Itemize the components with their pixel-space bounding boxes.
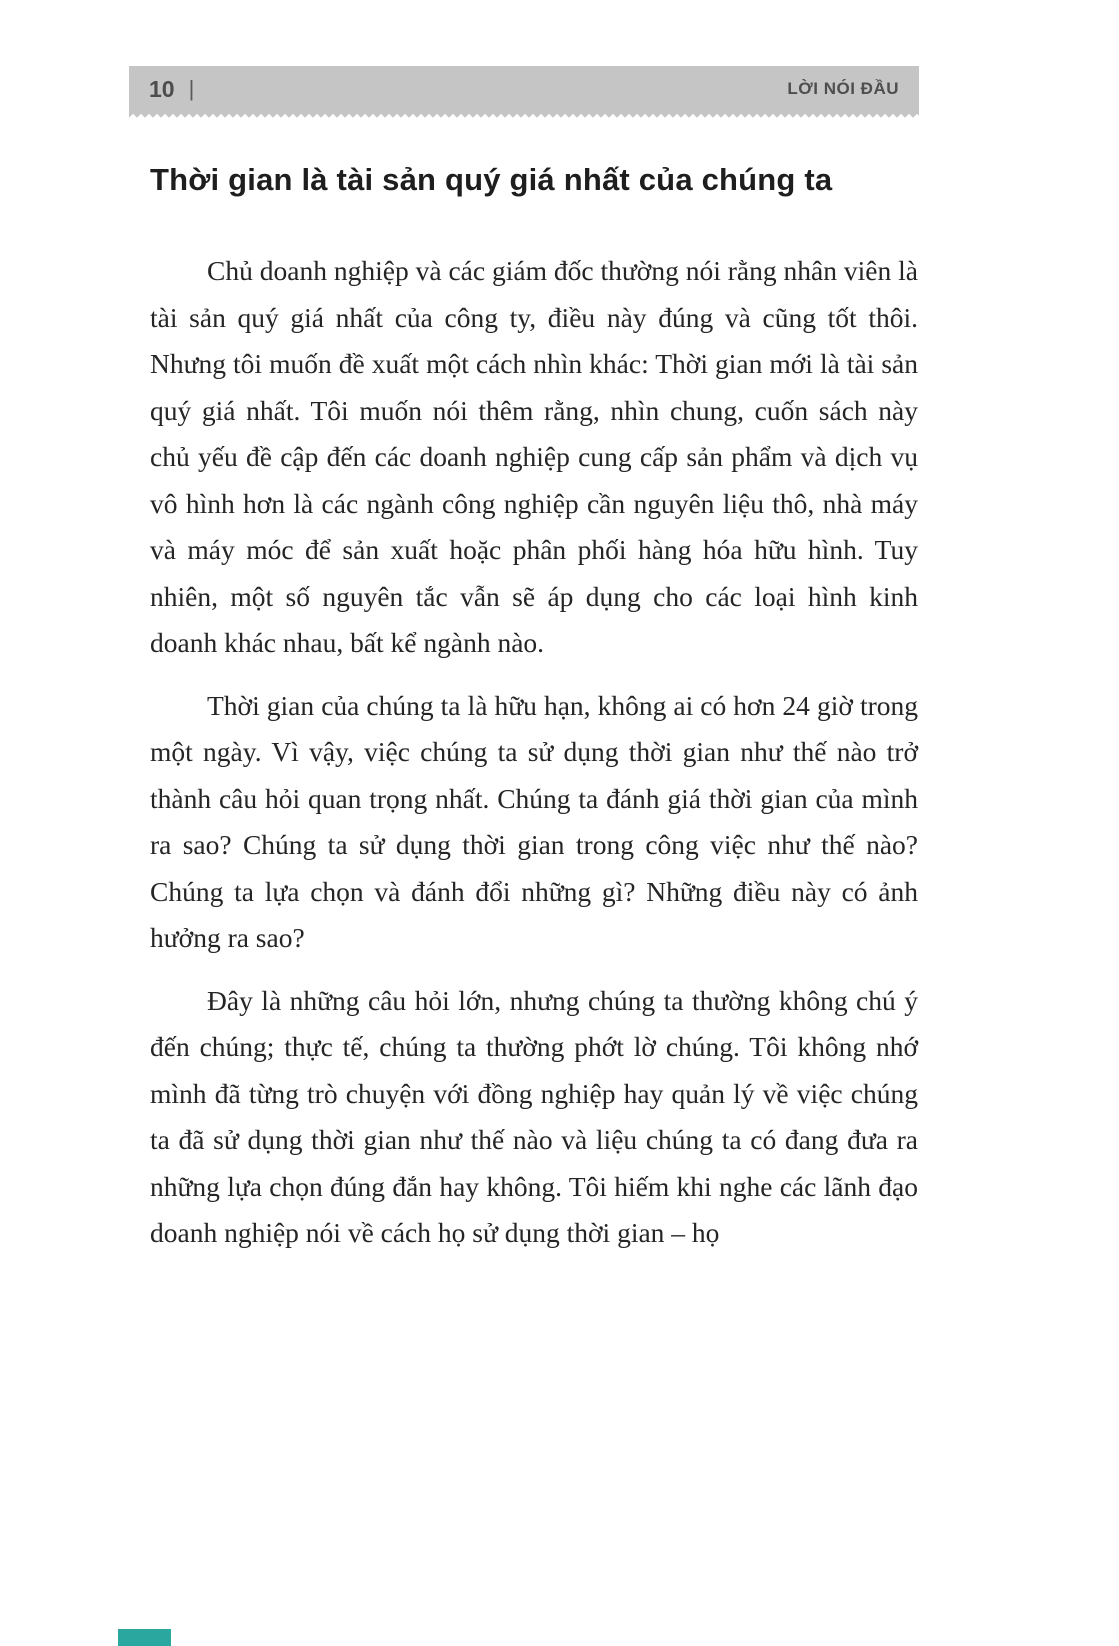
paragraph-1: Chủ doanh nghiệp và các giám đốc thường nói rằng nhân viên là tài sản quý giá nhất của công ty, điều này đúng và cũng tốt thôi. Nhưng tôi muốn đề xuất một cách nhìn khác: Thời gian mới là tài sản quý giá nhất. Tôi muốn nói thêm rằng, nhìn chung, cuốn sách này chủ yếu đề cập đến các doanh nghiệp cung cấp sản phẩm và dịch vụ vô hình hơn là các ngành công nghiệp cần nguyên liệu thô, nhà máy và máy móc để sản xuất hoặc phân phối hàng hóa hữu hình. Tuy nhiên, một số nguyên tắc vẫn sẽ áp dụng cho các loại hình kinh doanh khác nhau, bất kể ngành nào.: [150, 255, 918, 658]
page-number: 10: [149, 75, 175, 102]
paragraph-2: Thời gian của chúng ta là hữu hạn, không ai có hơn 24 giờ trong một ngày. Vì vậy, việc chúng ta sử dụng thời gian như thế nào trở thành câu hỏi quan trọng nhất. Chúng ta đánh giá thời gian của mình ra sao? Chúng ta sử dụng thời gian trong công việc như thế nào? Chúng ta lựa chọn và đánh đổi những gì? Những điều này có ảnh hưởng ra sao?: [150, 689, 918, 953]
running-header: [129, 66, 919, 112]
chapter-title: LỜI NÓI ĐẦU: [787, 79, 899, 98]
section-heading: Thời gian là tài sản quý giá nhất của chúng ta: [150, 162, 833, 197]
paragraph-3: Đây là những câu hỏi lớn, nhưng chúng ta thường không chú ý đến chúng; thực tế, chúng ta thường phớt lờ chúng. Tôi không nhớ mình đã từng trò chuyện với đồng nghiệp hay quản lý về việc chúng ta đã sử dụng thời gian như thế nào và liệu chúng ta có đang đưa ra những lựa chọn đúng đắn hay không. Tôi hiếm khi nghe các lãnh đạo doanh nghiệp nói về cách họ sử dụng thời gian – họ: [150, 984, 918, 1248]
page-content: [150, 162, 918, 1273]
header-divider: |: [188, 76, 195, 101]
corner-accent: [118, 1629, 171, 1646]
